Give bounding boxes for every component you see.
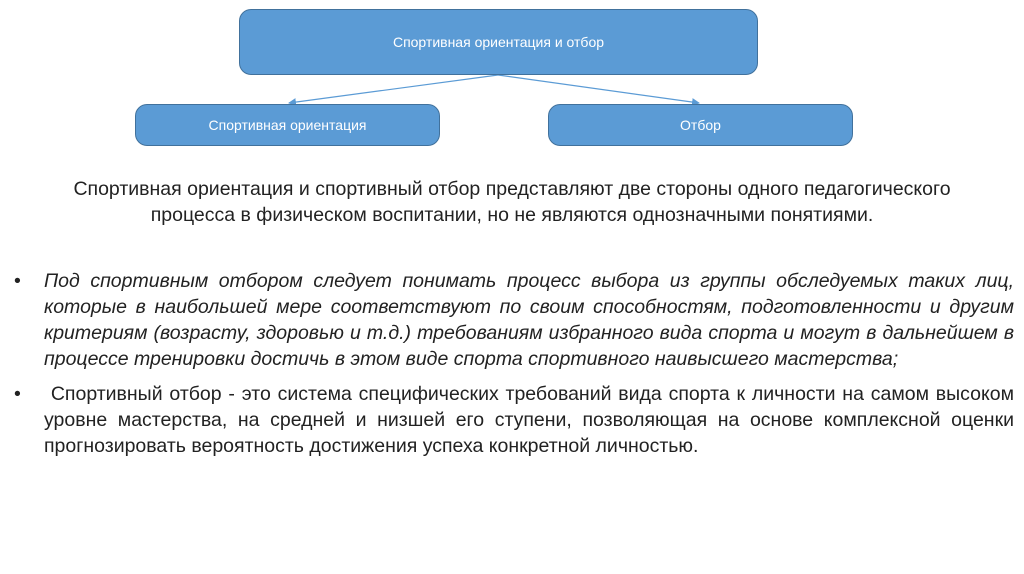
node-label: Спортивная ориентация [208,117,367,133]
bullet-list [14,268,1020,459]
bullet-item [14,381,1020,459]
connector-to-orientation [289,75,498,103]
bullet-text: Спортивный отбор - это система специфических требований вида спорта к личности на самом высоком уровне мастерства, на средней и низшей его ступени, позволяющая на основе комплексной оценки прогнозировать вероятность достижения успеха конкретной личностью. [44,383,1020,457]
bullet-text: Под спортивным отбором следует понимать процесс выбора из группы обследуемых таких лиц, которые в наибольшей мере соответствуют по своим способностям, подготовленности и другим критериям (возрасту, здоровью и т.д.) требованиям избранного вида спорта и могут в дальнейшем в процессе тренировки достичь в этом виде спорта спортивного наивысшего мастерства; [44,270,1014,370]
node-label: Спортивная ориентация и отбор [392,34,605,50]
intro-text: Спортивная ориентация и спортивный отбор представляют две стороны одного педагогического процесса в физическом воспитании, но не являются однозначными понятиями. [73,178,951,226]
bullet-marker: • [14,383,21,405]
node-selection [548,104,853,146]
node-sport-orientation-and-selection [239,9,758,75]
bullet-item [14,268,1014,372]
node-sport-orientation [135,104,440,146]
node-label: Отбор [680,117,721,133]
connector-to-selection [498,75,699,103]
bullet-marker: • [14,270,21,292]
